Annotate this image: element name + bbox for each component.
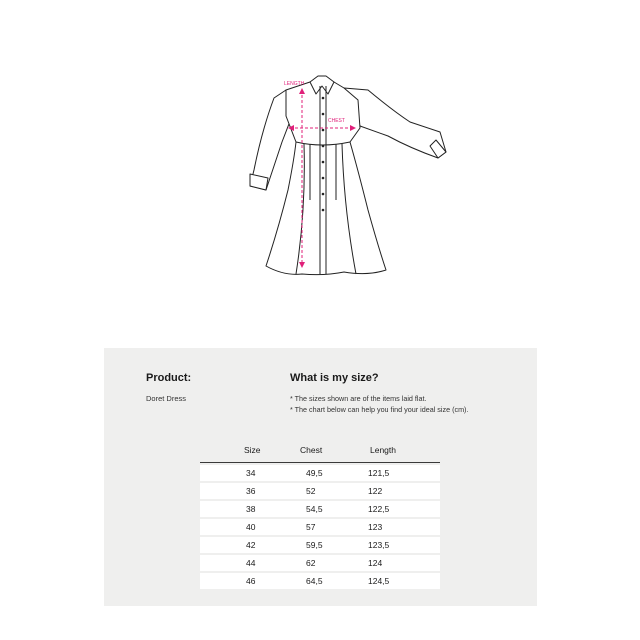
table-row <box>200 573 440 589</box>
length-label: LENGTH <box>284 81 305 87</box>
cell-length: 124 <box>368 558 383 568</box>
cell-size: 44 <box>246 558 256 568</box>
cell-length: 122,5 <box>368 504 390 514</box>
header-chest: Chest <box>300 445 323 455</box>
cell-chest: 57 <box>306 522 316 532</box>
cell-chest: 62 <box>306 558 316 568</box>
cell-length: 124,5 <box>368 576 390 586</box>
cell-size: 40 <box>246 522 256 532</box>
table-row <box>200 537 440 553</box>
size-table <box>200 443 440 589</box>
cell-size: 36 <box>246 486 256 496</box>
size-note: * The sizes shown are of the items laid flat. <box>290 394 427 403</box>
table-row <box>200 555 440 571</box>
cell-size: 34 <box>246 468 256 478</box>
cell-length: 123,5 <box>368 540 390 550</box>
table-row <box>200 483 440 499</box>
header-length: Length <box>370 445 396 455</box>
cell-chest: 59,5 <box>306 540 323 550</box>
product-name: Doret Dress <box>146 394 187 403</box>
header-size: Size <box>244 445 261 455</box>
table-row <box>200 465 440 481</box>
table-header <box>200 443 440 463</box>
cell-length: 121,5 <box>368 468 390 478</box>
dress-sketch-icon <box>240 70 460 280</box>
size-title: What is my size? <box>290 372 379 384</box>
cell-length: 122 <box>368 486 383 496</box>
cell-size: 42 <box>246 540 256 550</box>
chest-label: CHEST <box>328 118 345 124</box>
size-notes <box>290 393 468 415</box>
cell-size: 38 <box>246 504 256 514</box>
cell-chest: 64,5 <box>306 576 323 586</box>
cell-chest: 49,5 <box>306 468 323 478</box>
cell-size: 46 <box>246 576 256 586</box>
product-label: Product: <box>146 372 192 384</box>
cell-length: 123 <box>368 522 383 532</box>
size-guide-panel <box>104 348 537 606</box>
cell-chest: 52 <box>306 486 316 496</box>
size-note: * The chart below can help you find your ideal size (cm). <box>290 405 469 414</box>
cell-chest: 54,5 <box>306 504 323 514</box>
table-row <box>200 519 440 535</box>
table-row <box>200 501 440 517</box>
